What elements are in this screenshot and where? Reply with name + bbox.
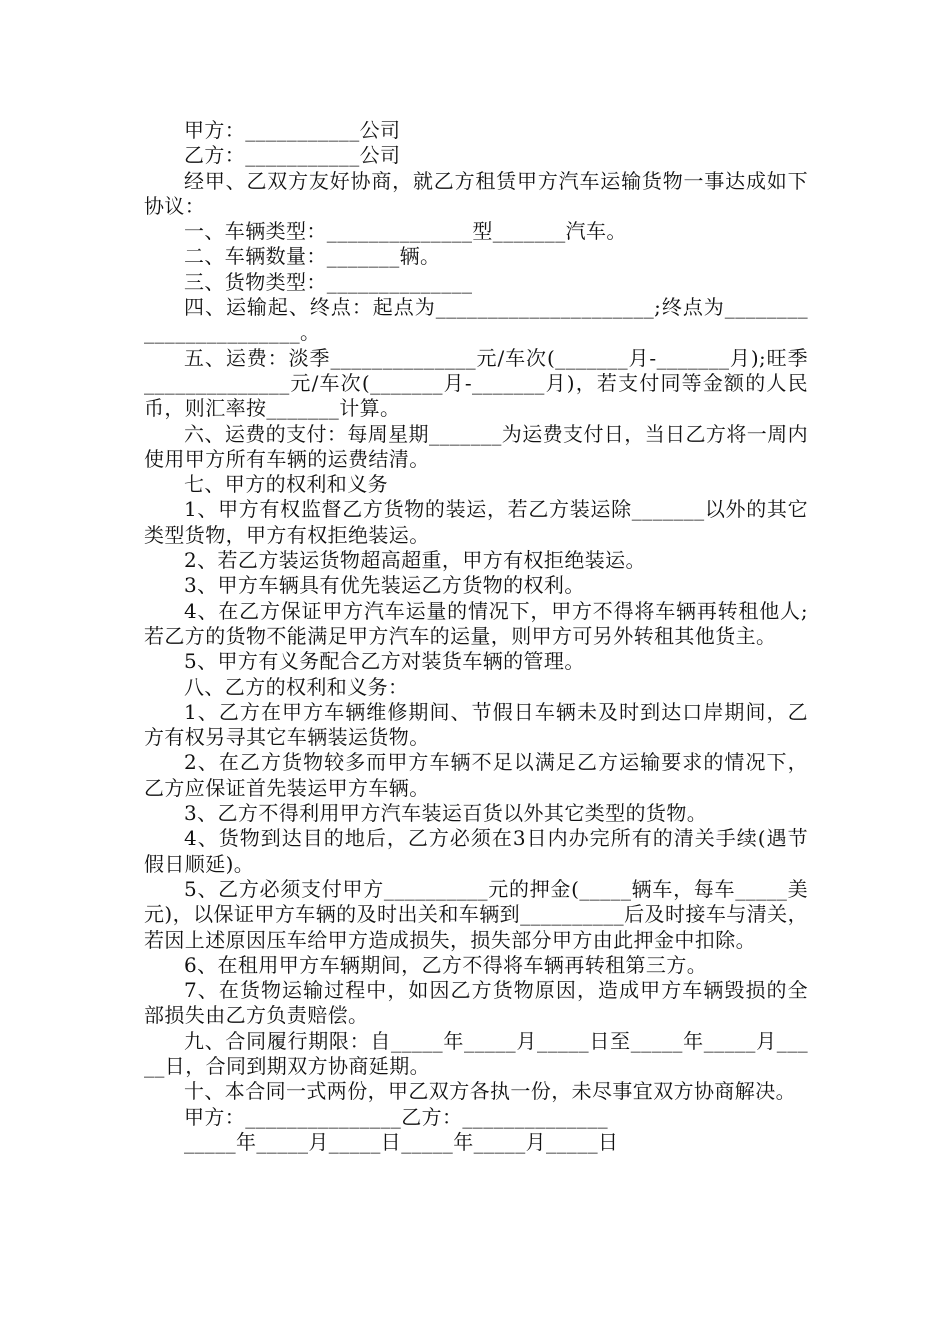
clause-7-item-5: 5、甲方有义务配合乙方对装货车辆的管理。 — [184, 649, 585, 674]
clause-8-item-4: 4、货物到达目的地后，乙方必须在3日内办完所有的清关手续(遇节假日顺延)。 — [144, 826, 808, 876]
clause-5-freight: 五、运费：淡季______________元/车次(_______月-_______月);旺季______________元/车次(_______月-_______月)，若支付同等金额的人民币，则汇率按_______计算。 — [144, 345, 808, 421]
clause-1-vehicle-type: 一、车辆类型：______________型_______汽车。 — [184, 219, 627, 244]
party-a-line: 甲方：___________公司 — [184, 118, 401, 142]
clause-8-item-1: 1、乙方在甲方车辆维修期间、节假日车辆未及时到达口岸期间，乙方有权另寻其它车辆装运货物。 — [144, 699, 808, 750]
clause-2-vehicle-count: 二、车辆数量：_______辆。 — [184, 244, 441, 269]
clause-8-item-5: 5、乙方必须支付甲方__________元的押金(_____辆车，每车_____美元)，以保证甲方车辆的及时出关和车辆到__________后及时接车与清关，若因上述原因压车给甲方造成损失，损失部分甲方由此押金中扣除。 — [144, 876, 808, 952]
party-b-line: 乙方：___________公司 — [184, 143, 401, 168]
contract-document — [144, 118, 808, 1155]
clause-6-payment: 六、运费的支付：每周星期_______为运费支付日，当日乙方将一周内使用甲方所有车辆的运费结清。 — [144, 421, 808, 471]
clause-8-item-7: 7、在货物运输过程中，如因乙方货物原因，造成甲方车辆毁损的全部损失由乙方负责赔偿。 — [144, 978, 808, 1028]
clause-8-item-3: 3、乙方不得利用甲方汽车装运百货以外其它类型的货物。 — [184, 801, 708, 826]
clause-7-item-2: 2、若乙方装运货物超高超重，甲方有权拒绝装运。 — [184, 548, 646, 573]
clause-7-item-3: 3、甲方车辆具有优先装运乙方货物的权利。 — [184, 573, 585, 598]
clause-9-term: 九、合同履行期限：自_____年_____月_____日至_____年_____月_____日，合同到期双方协商延期。 — [144, 1028, 808, 1078]
clause-3-cargo-type: 三、货物类型：______________ — [184, 269, 473, 294]
clause-8-item-2: 2、在乙方货物较多而甲方车辆不足以满足乙方运输要求的情况下，乙方应保证首先装运甲方车辆。 — [144, 750, 808, 800]
clause-8-heading: 八、乙方的权利和义务： — [184, 674, 409, 699]
clause-10-copies: 十、本合同一式两份，甲乙双方各执一份，未尽事宜双方协商解决。 — [184, 1079, 796, 1104]
signature-line: 甲方：_______________乙方：______________ — [184, 1104, 608, 1129]
clause-4-route: 四、运输起、终点：起点为_____________________;终点为_______________________。 — [144, 295, 808, 345]
clause-7-item-1: 1、甲方有权监督乙方货物的装运，若乙方装运除_______以外的其它类型货物，甲方有权拒绝装运。 — [144, 497, 808, 547]
signature-date-line: _____年_____月_____日_____年_____月_____日 — [184, 1129, 619, 1154]
clause-8-item-6: 6、在租用甲方车辆期间，乙方不得将车辆再转租第三方。 — [184, 952, 708, 977]
preamble: 经甲、乙双方友好协商，就乙方租赁甲方汽车运输货物一事达成如下协议： — [144, 168, 808, 218]
clause-7-heading: 七、甲方的权利和义务 — [184, 472, 388, 497]
clause-7-item-4: 4、在乙方保证甲方汽车运量的情况下，甲方不得将车辆再转租他人;若乙方的货物不能满足甲方汽车的运量，则甲方可另外转租其他货主。 — [144, 598, 808, 648]
